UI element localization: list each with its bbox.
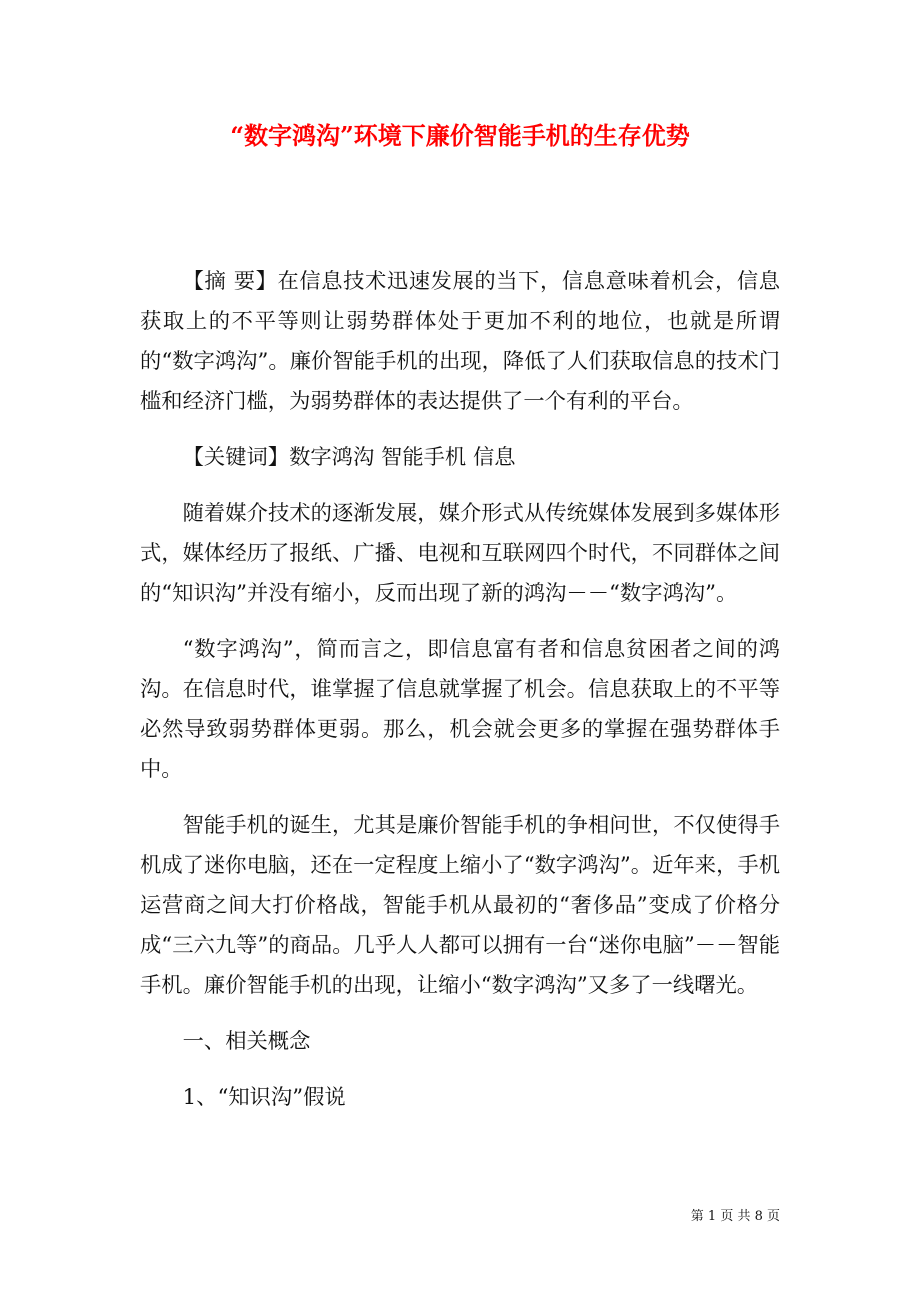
keywords-paragraph: 【关键词】数字鸿沟 智能手机 信息 [182,445,516,470]
body-paragraph: 智能手机的诞生，尤其是廉价智能手机的争相问世，不仅使得手机成了迷你电脑，还在一定程度上缩小了“数字鸿沟”。近年来，手机运营商之间大打价格战，智能手机从最初的“奢侈品”变成了价格分成“三六九等”的商品。几乎人人都可以拥有一台“迷你电脑”－－智能手机。廉价智能手机的出现，让缩小“数字鸿沟”又多了一线曙光。 [140,813,780,998]
body-paragraph: “数字鸿沟”，简而言之，即信息富有者和信息贫困者之间的鸿沟。在信息时代，谁掌握了信息就掌握了机会。信息获取上的不平等必然导致弱势群体更弱。那么，机会就会更多的掌握在强势群体手中。 [140,637,780,782]
document-title: “数字鸿沟”环境下廉价智能手机的生存优势 [230,121,690,150]
subsection-heading: 1、“知识沟”假说 [182,1085,346,1110]
section-heading: 一、相关概念 [182,1029,311,1054]
abstract-paragraph: 【摘 要】在信息技术迅速发展的当下，信息意味着机会，信息获取上的不平等则让弱势群体处于更加不利的地位，也就是所谓的“数字鸿沟”。廉价智能手机的出现，降低了人们获取信息的技术门槛和经济门槛，为弱势群体的表达提供了一个有利的平台。 [140,269,780,414]
page-number-footer: 第 1 页 共 8 页 [690,1209,780,1224]
document-body [140,262,780,1118]
body-paragraph: 随着媒介技术的逐渐发展，媒介形式从传统媒体发展到多媒体形式，媒体经历了报纸、广播、电视和互联网四个时代，不同群体之间的“知识沟”并没有缩小，反而出现了新的鸿沟－－“数字鸿沟”。 [140,501,780,606]
